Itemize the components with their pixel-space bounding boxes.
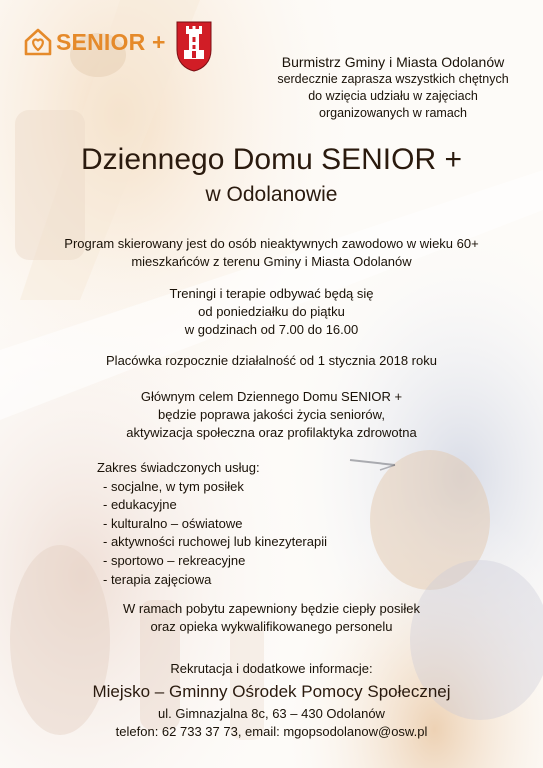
provision-paragraph <box>0 600 543 636</box>
goal-line: będzie poprawa jakości życia seniorów, <box>158 407 385 422</box>
service-item: - edukacyjne <box>103 497 177 513</box>
services-heading: Zakres świadczonych usług: <box>97 460 260 475</box>
start-date-note: Placówka rozpocznie działalność od 1 stycznia 2018 roku <box>106 353 437 368</box>
schedule-line: od poniedziałku do piątku <box>198 304 345 319</box>
schedule-line: Treningi i terapie odbywać będą się <box>169 286 374 301</box>
service-item: - aktywności ruchowej lub kinezyterapii <box>103 534 327 550</box>
main-subtitle: w Odolanowie <box>205 183 338 206</box>
program-line: mieszkańców z terenu Gminy i Miasta Odolanów <box>131 254 412 269</box>
schedule-paragraph <box>0 285 543 339</box>
logo-text: SENIOR + <box>56 29 166 55</box>
goal-line: aktywizacja społeczna oraz profilaktyka zdrowotna <box>126 425 417 440</box>
contact-heading: Rekrutacja i dodatkowe informacje: <box>170 661 373 676</box>
goal-paragraph <box>0 388 543 442</box>
contact-address: ul. Gimnazjalna 8c, 63 – 430 Odolanów <box>158 706 385 721</box>
service-item: - terapia zajęciowa <box>103 571 212 587</box>
service-item: - sportowo – rekreacyjne <box>103 552 246 568</box>
senior-plus-logo <box>15 22 167 66</box>
service-item: - socjalne, w tym posiłek <box>103 478 244 494</box>
institution-name: Miejsko – Gminny Ośrodek Pomocy Społecznej <box>92 682 451 701</box>
provision-line: W ramach pobytu zapewniony będzie ciepły posiłek <box>123 601 420 616</box>
intro-block <box>243 54 543 122</box>
program-line: Program skierowany jest do osób nieaktywnych zawodowo w wieku 60+ <box>64 236 479 251</box>
services-list <box>97 459 327 589</box>
coat-of-arms-icon <box>175 20 213 72</box>
program-paragraph <box>0 235 543 271</box>
intro-line: serdecznie zaprasza wszystkich chętnych <box>277 72 509 86</box>
goal-line: Głównym celem Dziennego Domu SENIOR + <box>140 389 403 404</box>
intro-line: do wzięcia udziału w zajęciach <box>308 89 478 103</box>
house-heart-icon <box>23 27 53 57</box>
contact-phone-email: telefon: 62 733 37 73, email: mgopsodolanow@osw.pl <box>115 724 428 739</box>
intro-line: Burmistrz Gminy i Miasta Odolanów <box>281 54 505 70</box>
provision-line: oraz opieka wykwalifikowanego personelu <box>150 619 393 634</box>
intro-line: organizowanych w ramach <box>319 106 467 120</box>
schedule-line: w godzinach od 7.00 do 16.00 <box>184 322 359 337</box>
main-title: Dziennego Domu SENIOR + <box>80 143 462 176</box>
service-item: - kulturalno – oświatowe <box>103 515 243 531</box>
